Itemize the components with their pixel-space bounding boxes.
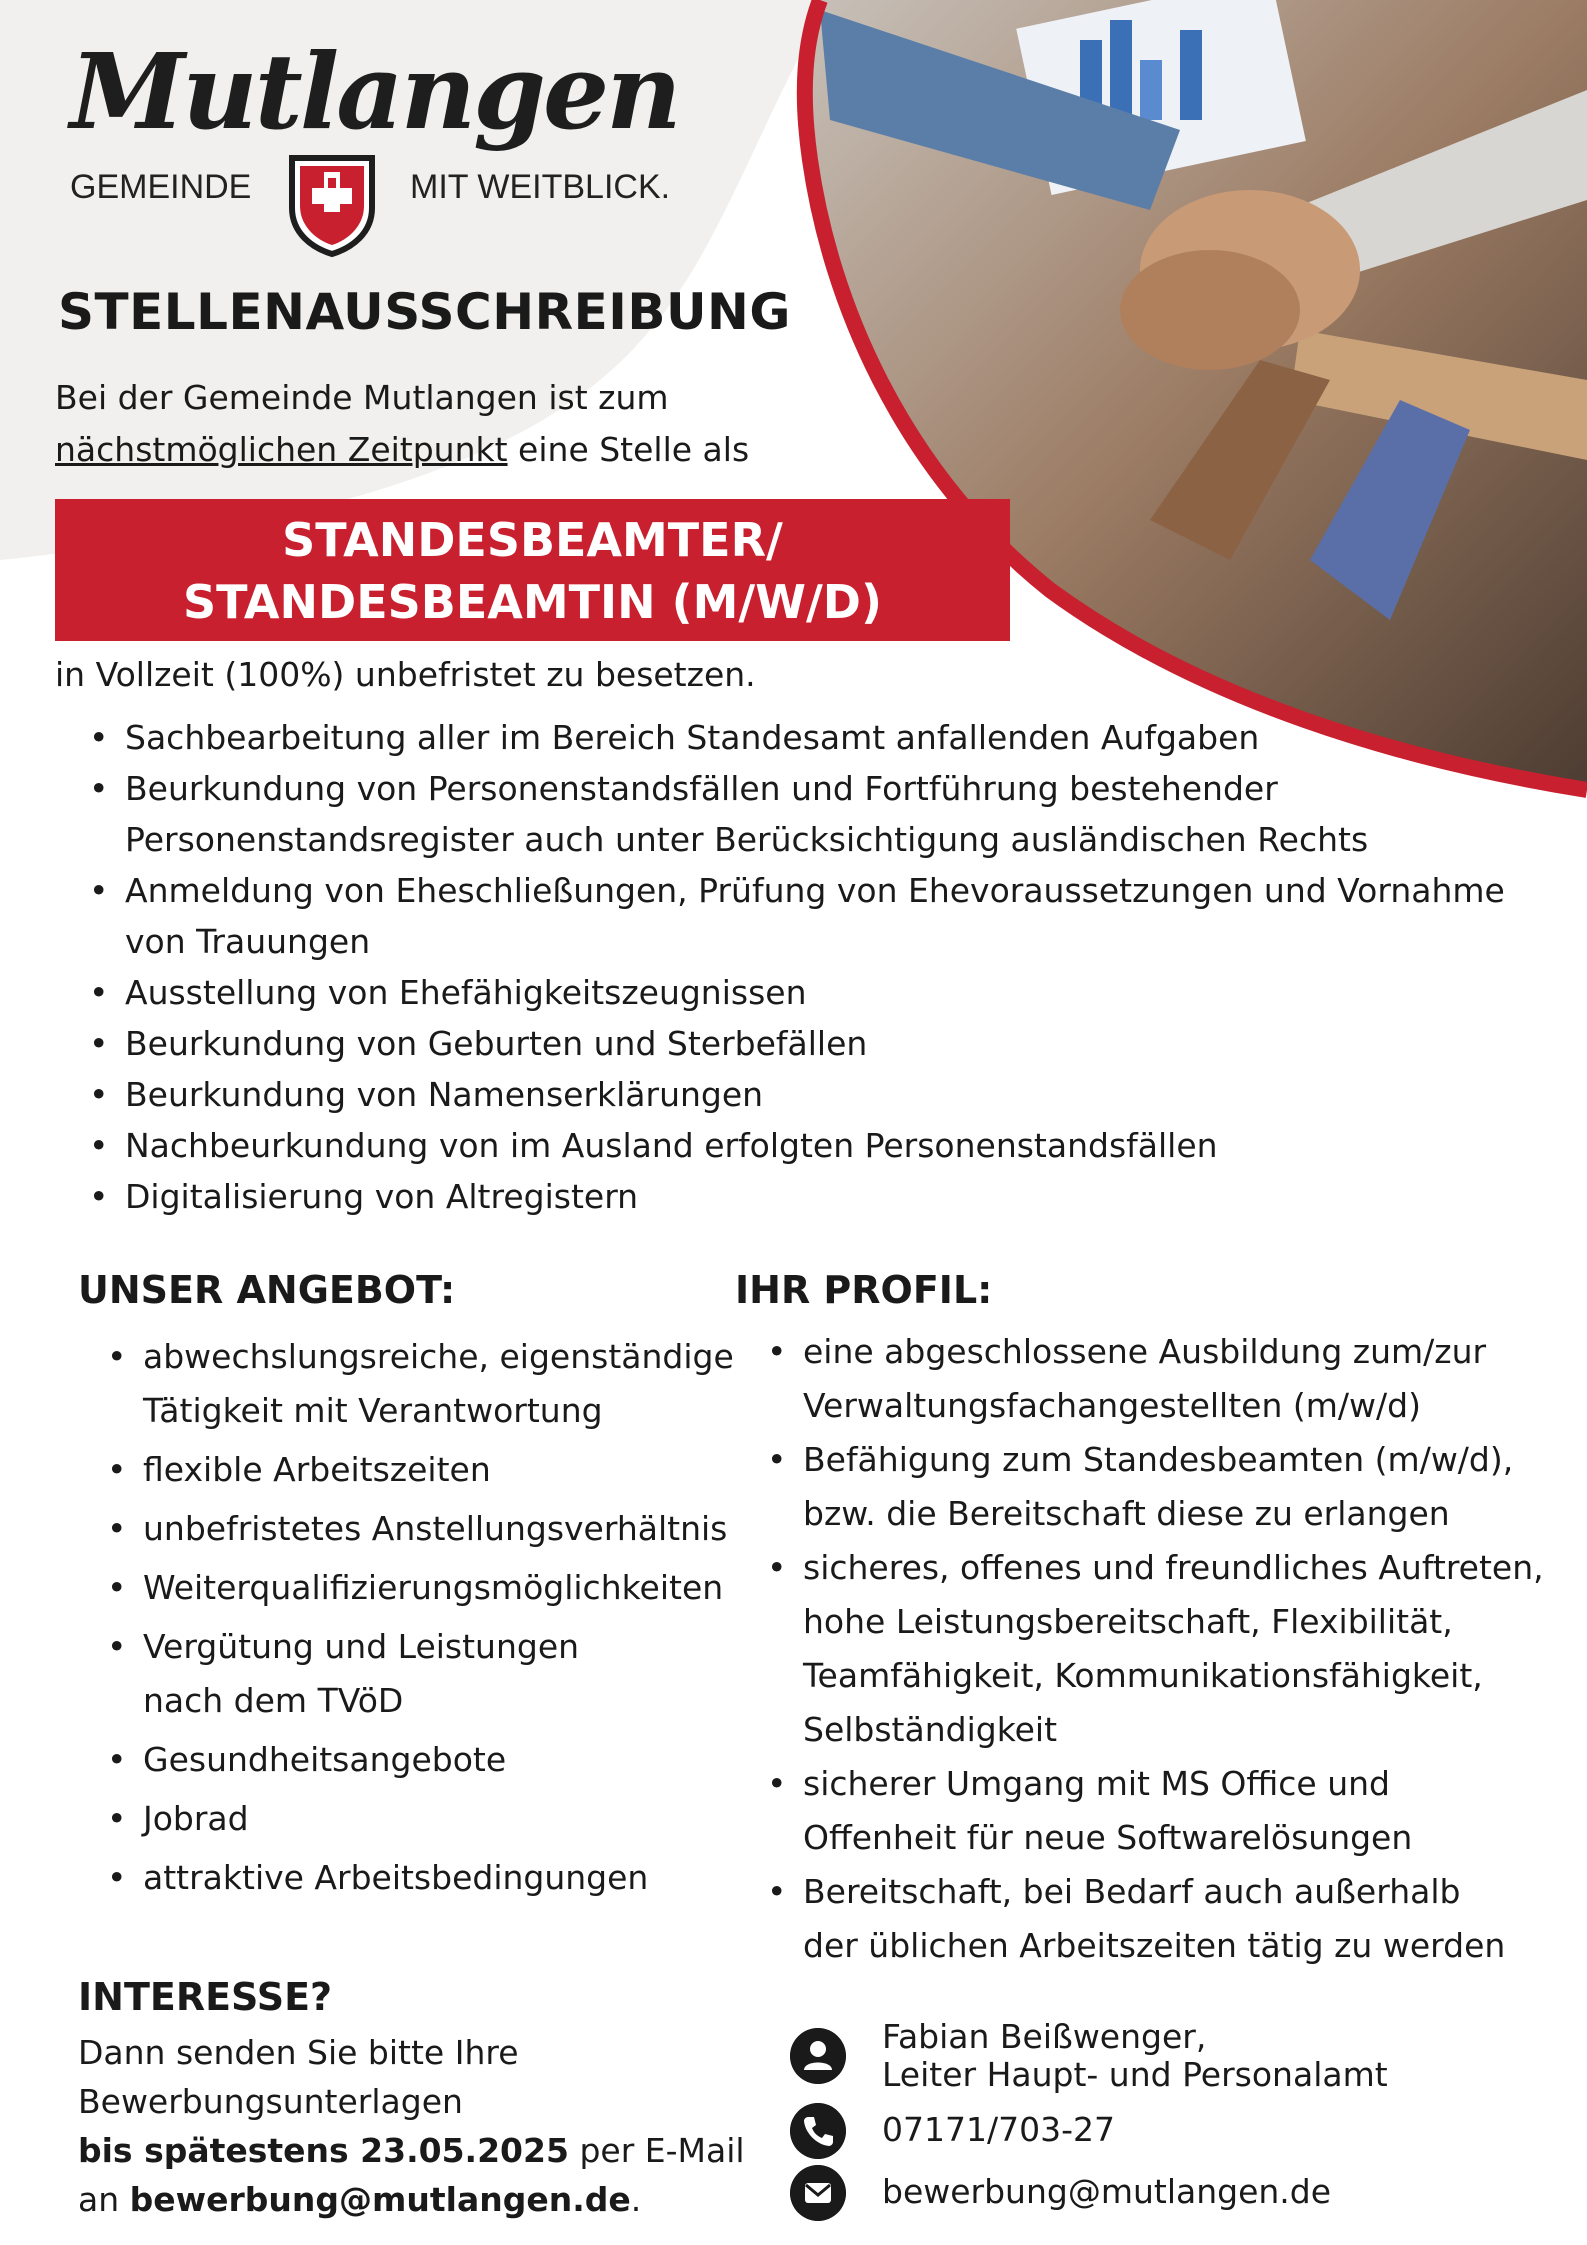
employment-terms: in Vollzeit (100%) unbefristet zu besetzen. xyxy=(55,655,756,694)
coat-of-arms-icon xyxy=(282,148,382,258)
list-item: • Digitalisierung von Altregistern xyxy=(125,1171,1585,1222)
banner-line-1: STANDESBEAMTER/ xyxy=(282,513,783,567)
list-item: • Beurkundung von Namenserklärungen xyxy=(125,1069,1585,1120)
mail-icon xyxy=(790,2165,846,2221)
list-item: • Beurkundung von Geburten und Sterbefällen xyxy=(125,1018,1585,1069)
list-item: • abwechslungsreiche, eigenständige Tätigkeit mit Verantwortung xyxy=(143,1330,813,1438)
profile-list xyxy=(735,1325,1587,1973)
banner-line-2: STANDESBEAMTIN (M/W/D) xyxy=(183,575,882,629)
intro-underlined: nächstmöglichen Zeitpunkt xyxy=(55,430,508,469)
list-item: • attraktive Arbeitsbedingungen xyxy=(143,1851,813,1905)
list-item: • Nachbeurkundung von im Ausland erfolgten Personenstandsfällen xyxy=(125,1120,1585,1171)
interest-text-1: Dann senden Sie bitte Ihre Bewerbungsunterlagen xyxy=(78,2033,519,2121)
list-item: • Gesundheitsangebote xyxy=(143,1733,813,1787)
offer-heading: UNSER ANGEBOT: xyxy=(78,1268,456,1312)
list-item: • Jobrad xyxy=(143,1792,813,1846)
list-item: • Sachbearbeitung aller im Bereich Standesamt anfallenden Aufgaben xyxy=(125,712,1585,763)
contact-name: Fabian Beißwenger, xyxy=(882,2017,1207,2056)
application-email[interactable]: bewerbung@mutlangen.de xyxy=(129,2180,631,2219)
municipality-logo xyxy=(60,30,680,260)
logo-right-text: MIT WEITBLICK. xyxy=(410,168,671,206)
offer-list xyxy=(75,1330,813,1910)
list-item: • Weiterqualifizierungsmöglichkeiten xyxy=(143,1561,813,1615)
list-item: • Beurkundung von Personenstandsfällen und Fortführung bestehender Personenstandsregister auch unter Berücksichtigung ausländischen Rechts xyxy=(125,763,1375,865)
interest-heading: INTERESSE? xyxy=(78,1975,333,2019)
list-item: • sicheres, offenes und freundliches Auftreten, hohe Leistungsbereitschaft, Flexibilität, Teamfähigkeit, Kommunikationsfähigkeit, Selbständigkeit xyxy=(803,1541,1587,1757)
contact-role: Leiter Haupt- und Personalamt xyxy=(882,2055,1388,2094)
list-item: • unbefristetes Anstellungsverhältnis xyxy=(143,1502,813,1556)
task-list xyxy=(55,712,1585,1222)
list-item: • flexible Arbeitszeiten xyxy=(143,1443,813,1497)
intro-line-1: Bei der Gemeinde Mutlangen ist zum xyxy=(55,378,669,417)
intro-text xyxy=(55,372,749,476)
list-item: • Befähigung zum Standesbeamten (m/w/d), bzw. die Bereitschaft diese zu erlangen xyxy=(803,1433,1523,1541)
list-item: • eine abgeschlossene Ausbildung zum/zur Verwaltungsfachangestellten (m/w/d) xyxy=(803,1325,1503,1433)
list-item: • sicherer Umgang mit MS Office und Offenheit für neue Softwarelösungen xyxy=(803,1757,1463,1865)
list-item: • Vergütung und Leistungen nach dem TVöD xyxy=(143,1620,663,1728)
list-item: • Anmeldung von Eheschließungen, Prüfung von Ehevoraussetzungen und Vornahme von Trauungen xyxy=(125,865,1525,967)
list-item: • Bereitschaft, bei Bedarf auch außerhalb der üblichen Arbeitszeiten tätig zu werden xyxy=(803,1865,1523,1973)
intro-line-2 xyxy=(55,424,749,476)
logo-wordmark: Mutlangen xyxy=(70,30,679,153)
interest-text: Dann senden Sie bitte Ihre Bewerbungsunterlagen bis spätestens 23.05.2025 per E-Mail an bewerbung@mutlangen.de. xyxy=(78,2033,745,2219)
application-deadline: bis spätestens 23.05.2025 xyxy=(78,2131,569,2170)
phone-icon xyxy=(790,2103,846,2159)
interest-text-2: per E-Mail an xyxy=(78,2131,745,2219)
list-item: • Ausstellung von Ehefähigkeitszeugnissen xyxy=(125,967,1585,1018)
profile-heading: IHR PROFIL: xyxy=(735,1268,993,1312)
logo-left-text: GEMEINDE xyxy=(70,168,252,206)
person-icon xyxy=(790,2028,846,2084)
page-title: STELLENAUSSCHREIBUNG xyxy=(58,283,791,341)
intro-line-2-rest: eine Stelle als xyxy=(507,430,750,469)
position-banner xyxy=(55,499,1010,641)
phone-number[interactable]: 07171/703-27 xyxy=(882,2110,1115,2149)
email-address[interactable]: bewerbung@mutlangen.de xyxy=(882,2172,1332,2211)
